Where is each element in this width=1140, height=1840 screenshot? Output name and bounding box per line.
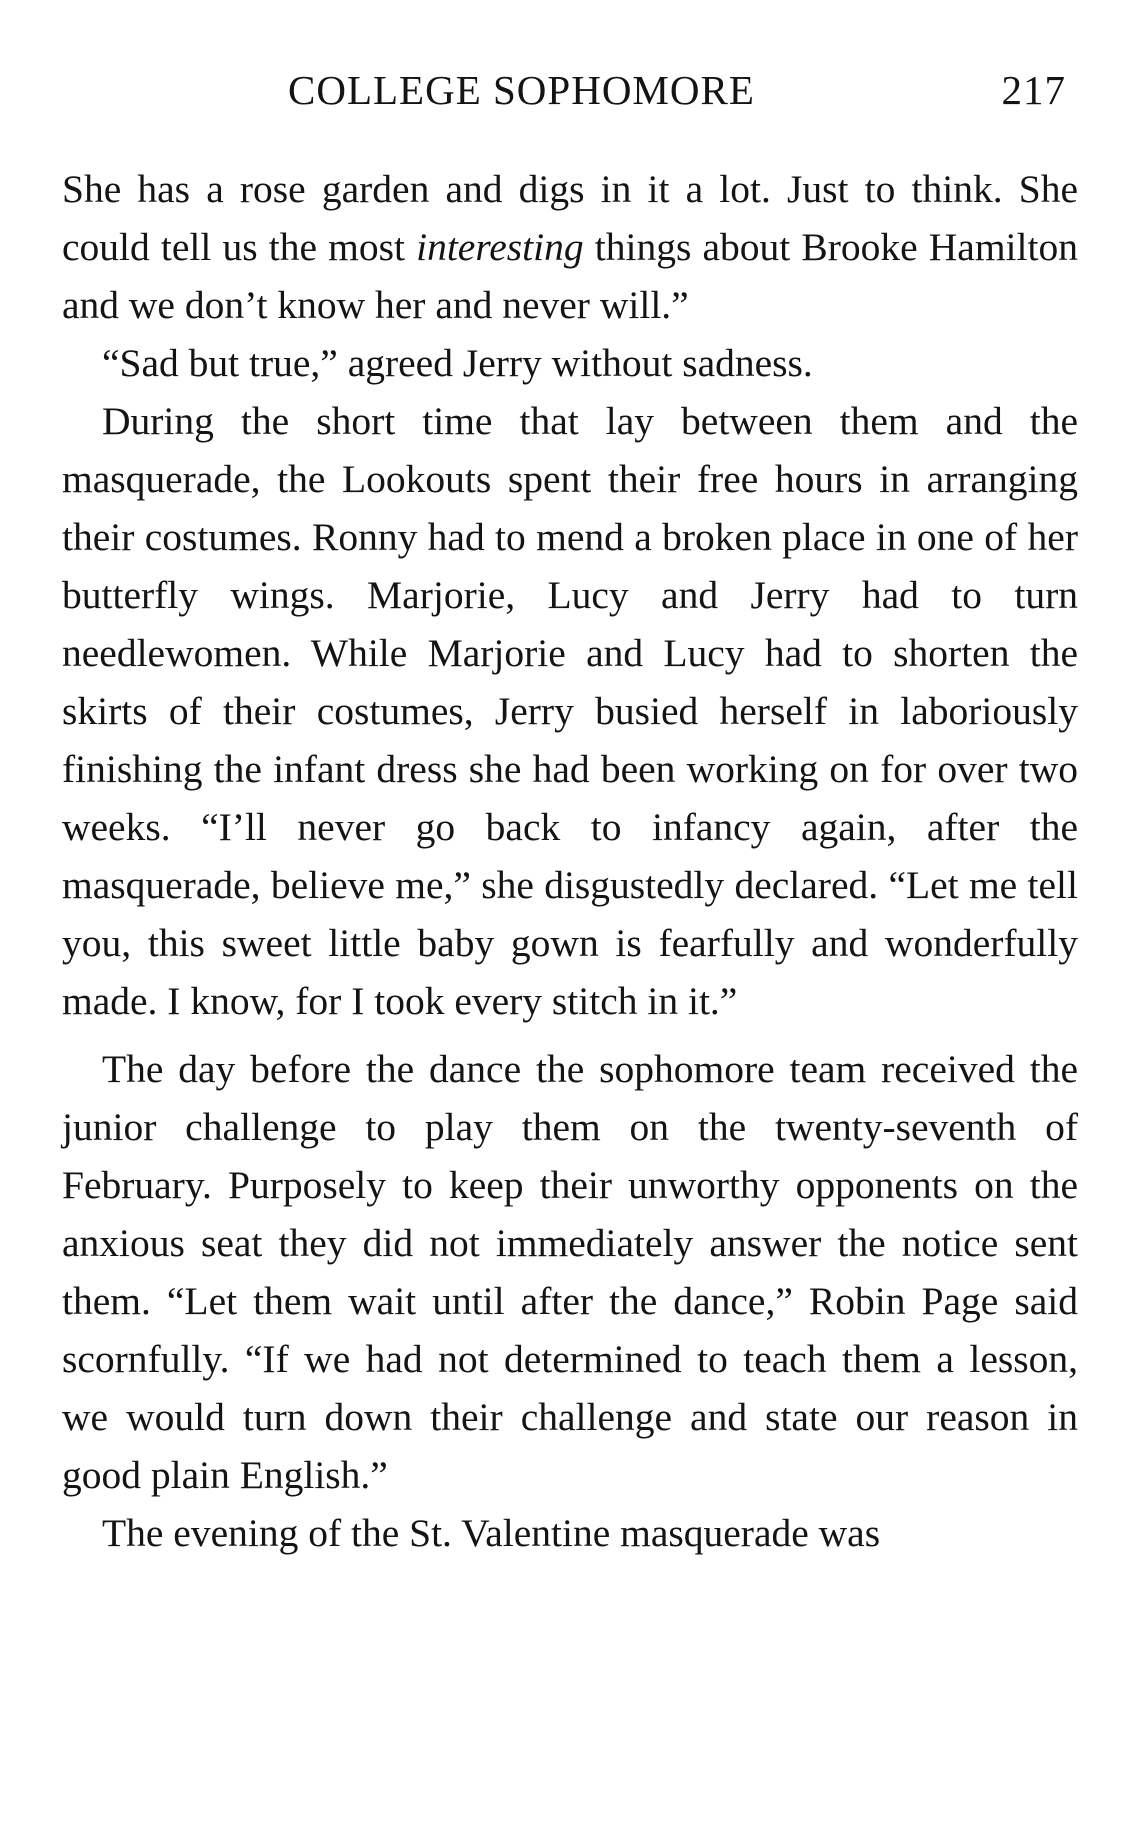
running-head [62,66,1078,126]
running-title: COLLEGE SOPHOMORE [288,67,755,113]
book-page [62,0,1078,1840]
paragraph-text: She has a rose garden and digs in it a lot. Just to think. She could tell us the most [62,167,1078,269]
paragraph-continued [62,160,1078,334]
paragraph-text: things about Brooke Hamilton and we don’t know her and never will.” [62,225,1078,327]
page-number: 217 [1001,67,1066,113]
emphasized-word: interesting [416,225,584,269]
paragraph: The evening of the St. Valentine masquerade was [102,1511,881,1555]
paragraph: “Sad but true,” agreed Jerry without sadness. [102,341,813,385]
paragraph: The day before the dance the sophomore team received the junior challenge to play them on the twenty-seventh of February. Purposely to keep their unworthy opponents on the anxious seat they did not immediately answer the notice sent them. “Let them wait until after the dance,” Robin Page said scornfully. “If we had not determined to teach them a lesson, we would turn down their challenge and state our reason in good plain English.” [62,1047,1078,1497]
body-text [62,160,1078,1562]
paragraph: During the short time that lay between them and the masquerade, the Lookouts spent their free hours in arranging their costumes. Ronny had to mend a broken place in one of her butterfly wings. Marjorie, Lucy and Jerry had to turn needlewomen. While Marjorie and Lucy had to shorten the skirts of their costumes, Jerry busied herself in laboriously finishing the infant dress she had been working on for over two weeks. “I’ll never go back to infancy again, after the masquerade, believe me,” she disgustedly declared. “Let me tell you, this sweet little baby gown is fearfully and wonderfully made. I know, for I took every stitch in it.” [62,399,1078,1023]
